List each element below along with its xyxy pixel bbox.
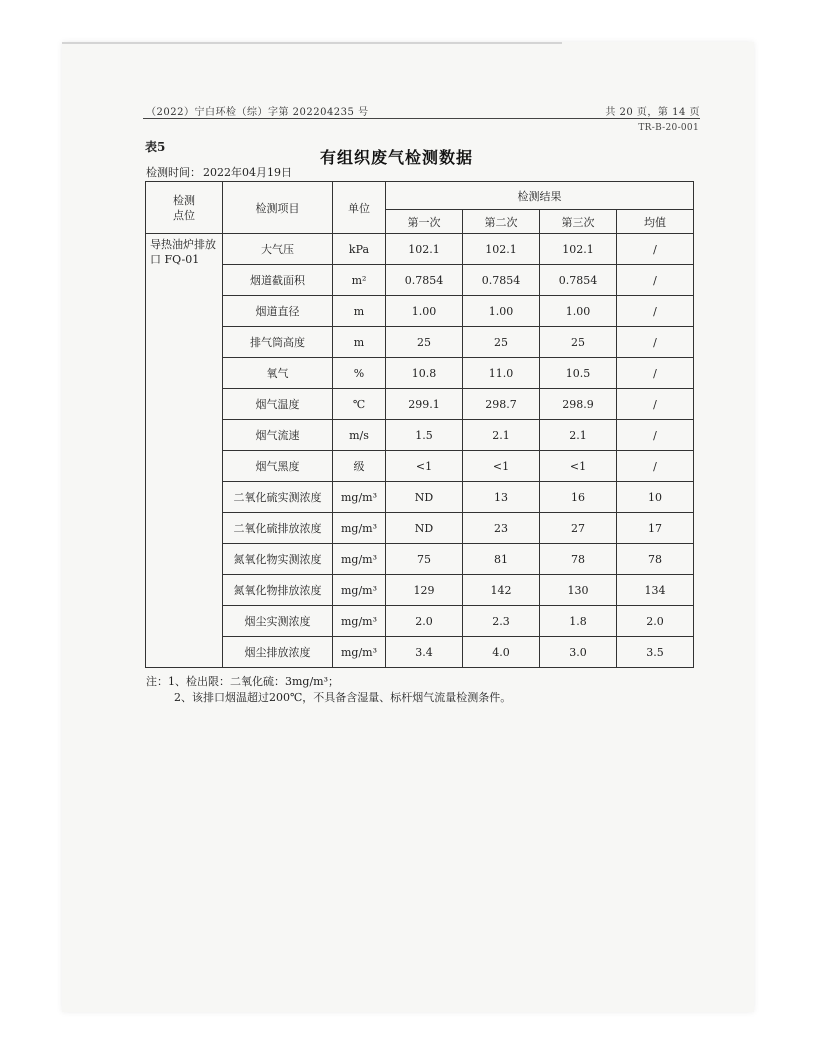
avg-cell: 78 [617, 544, 694, 575]
unit-cell: m² [333, 265, 386, 296]
unit-cell: mg/m³ [333, 575, 386, 606]
item-cell: 氮氧化物实测浓度 [223, 544, 333, 575]
header-avg: 均值 [617, 210, 694, 234]
test-date: 2022年04月19日 [203, 166, 292, 179]
run2-cell: 1.00 [463, 296, 540, 327]
run3-cell: 1.8 [540, 606, 617, 637]
header-run3: 第三次 [540, 210, 617, 234]
unit-cell: mg/m³ [333, 606, 386, 637]
header-run1: 第一次 [386, 210, 463, 234]
notes [146, 674, 511, 706]
run3-cell: 25 [540, 327, 617, 358]
item-cell: 烟道直径 [223, 296, 333, 327]
run1-cell: 1.5 [386, 420, 463, 451]
item-cell: 烟气温度 [223, 389, 333, 420]
item-cell: 烟尘实测浓度 [223, 606, 333, 637]
scan-edge-line [62, 42, 562, 44]
run1-cell: ND [386, 513, 463, 544]
table-row [146, 389, 694, 420]
item-cell: 大气压 [223, 234, 333, 265]
header-unit: 单位 [333, 182, 386, 234]
run2-cell: 298.7 [463, 389, 540, 420]
run3-cell: 298.9 [540, 389, 617, 420]
header-point: 检测点位 [146, 182, 223, 234]
run1-cell: 25 [386, 327, 463, 358]
run2-cell: 4.0 [463, 637, 540, 668]
point-name-cell: 导热油炉排放口 FQ-01 [146, 234, 223, 668]
run3-cell: 27 [540, 513, 617, 544]
avg-cell: / [617, 358, 694, 389]
table-row [146, 637, 694, 668]
document-code: TR-B-20-001 [638, 123, 699, 133]
run3-cell: 1.00 [540, 296, 617, 327]
table-row [146, 575, 694, 606]
item-cell: 氮氧化物排放浓度 [223, 575, 333, 606]
page-info: 共 20 页，第 14 页 [605, 107, 700, 118]
table-label: 表5 [145, 140, 166, 154]
run3-cell: 0.7854 [540, 265, 617, 296]
run1-cell: 0.7854 [386, 265, 463, 296]
item-cell: 烟道截面积 [223, 265, 333, 296]
avg-cell: 134 [617, 575, 694, 606]
header-item: 检测项目 [223, 182, 333, 234]
run2-cell: 142 [463, 575, 540, 606]
table-row [146, 420, 694, 451]
note-2: 2、该排口烟温超过200℃，不具备含湿量、标杆烟气流量检测条件。 [174, 691, 512, 704]
avg-cell: 2.0 [617, 606, 694, 637]
run2-cell: 0.7854 [463, 265, 540, 296]
run1-cell: 3.4 [386, 637, 463, 668]
avg-cell: 3.5 [617, 637, 694, 668]
run1-cell: 1.00 [386, 296, 463, 327]
avg-cell: 10 [617, 482, 694, 513]
item-cell: 排气筒高度 [223, 327, 333, 358]
note-1: 注：1、检出限：二氧化硫：3mg/m³； [146, 675, 340, 688]
page-title: 有组织废气检测数据 [320, 148, 474, 167]
unit-cell: m [333, 296, 386, 327]
avg-cell: / [617, 265, 694, 296]
avg-cell: / [617, 296, 694, 327]
run3-cell: 78 [540, 544, 617, 575]
table-row [146, 296, 694, 327]
run2-cell: 102.1 [463, 234, 540, 265]
item-cell: 二氧化硫实测浓度 [223, 482, 333, 513]
run3-cell: 102.1 [540, 234, 617, 265]
header-results: 检测结果 [386, 182, 694, 210]
test-date-line [146, 164, 292, 180]
unit-cell: mg/m³ [333, 513, 386, 544]
run3-cell: 10.5 [540, 358, 617, 389]
table-row [146, 234, 694, 265]
run2-cell: 11.0 [463, 358, 540, 389]
run1-cell: <1 [386, 451, 463, 482]
unit-cell: m/s [333, 420, 386, 451]
run1-cell: 129 [386, 575, 463, 606]
run1-cell: 75 [386, 544, 463, 575]
header-run2: 第二次 [463, 210, 540, 234]
table-row [146, 265, 694, 296]
run2-cell: 25 [463, 327, 540, 358]
avg-cell: / [617, 389, 694, 420]
header-rule [143, 118, 700, 119]
table-row [146, 482, 694, 513]
run2-cell: <1 [463, 451, 540, 482]
run2-cell: 23 [463, 513, 540, 544]
avg-cell: / [617, 327, 694, 358]
item-cell: 二氧化硫排放浓度 [223, 513, 333, 544]
run3-cell: 130 [540, 575, 617, 606]
unit-cell: mg/m³ [333, 637, 386, 668]
table-row [146, 358, 694, 389]
avg-cell: / [617, 234, 694, 265]
run1-cell: 299.1 [386, 389, 463, 420]
table-row [146, 451, 694, 482]
run3-cell: <1 [540, 451, 617, 482]
avg-cell: 17 [617, 513, 694, 544]
test-date-label: 检测时间： [146, 166, 201, 179]
report-number: （2022）宁白环检（综）字第 202204235 号 [146, 107, 369, 118]
unit-cell: 级 [333, 451, 386, 482]
run1-cell: 2.0 [386, 606, 463, 637]
run3-cell: 16 [540, 482, 617, 513]
table-row [146, 544, 694, 575]
run2-cell: 13 [463, 482, 540, 513]
unit-cell: m [333, 327, 386, 358]
unit-cell: kPa [333, 234, 386, 265]
item-cell: 烟气流速 [223, 420, 333, 451]
avg-cell: / [617, 420, 694, 451]
table-row [146, 606, 694, 637]
emission-data-table [145, 181, 694, 668]
run2-cell: 2.3 [463, 606, 540, 637]
unit-cell: mg/m³ [333, 544, 386, 575]
run1-cell: ND [386, 482, 463, 513]
avg-cell: / [617, 451, 694, 482]
unit-cell: % [333, 358, 386, 389]
item-cell: 烟气黑度 [223, 451, 333, 482]
item-cell: 氧气 [223, 358, 333, 389]
unit-cell: ℃ [333, 389, 386, 420]
run1-cell: 102.1 [386, 234, 463, 265]
run2-cell: 2.1 [463, 420, 540, 451]
table-row [146, 513, 694, 544]
unit-cell: mg/m³ [333, 482, 386, 513]
run2-cell: 81 [463, 544, 540, 575]
run1-cell: 10.8 [386, 358, 463, 389]
table-row [146, 327, 694, 358]
item-cell: 烟尘排放浓度 [223, 637, 333, 668]
run3-cell: 3.0 [540, 637, 617, 668]
run3-cell: 2.1 [540, 420, 617, 451]
